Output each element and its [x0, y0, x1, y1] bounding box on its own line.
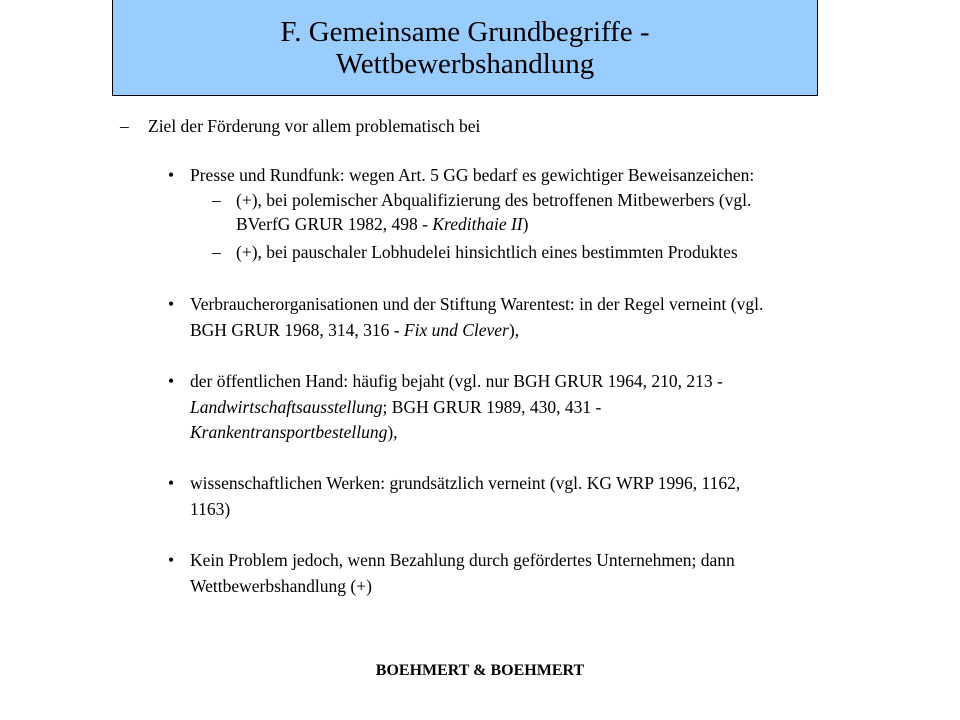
case-name: Fix und Clever	[403, 320, 509, 340]
title-line-1: F. Gemeinsame Grundbegriffe -	[280, 15, 650, 48]
citation-close: ),	[387, 422, 398, 442]
citation-text: BGH GRUR 1968, 314, 316 -	[190, 320, 404, 340]
bullet-hand-continuation-2	[190, 421, 398, 443]
case-name: Landwirtschaftsausstellung	[190, 397, 383, 417]
bullet-hand-continuation-1	[190, 396, 601, 418]
bullet-marker: •	[168, 294, 175, 314]
case-name: Kredithaie II	[432, 214, 523, 234]
bullet-verbraucher-continuation	[190, 319, 519, 341]
dash-marker: –	[212, 242, 221, 262]
bullet-marker: •	[168, 371, 175, 391]
bullet-text: Verbraucherorganisationen und der Stiftung Warentest: in der Regel verneint (vgl.	[190, 294, 764, 314]
bullet-marker: •	[168, 473, 175, 493]
case-name: Krankentransportbestellung	[190, 422, 388, 442]
subitem-text: (+), bei pauschaler Lobhudelei hinsichtlich eines bestimmten Produktes	[236, 242, 738, 262]
bullet-marker: •	[168, 550, 175, 570]
footer-firm-name: BOEHMERT & BOEHMERT	[375, 662, 585, 679]
dash-marker: –	[120, 116, 129, 136]
bullet-wissenschaft-continuation	[190, 498, 230, 520]
citation-close: )	[522, 214, 529, 234]
bullet-text: Kein Problem jedoch, wenn Bezahlung durch gefördertes Unternehmen; dann	[190, 550, 735, 570]
bullet-kein-problem-continuation	[190, 575, 372, 597]
bullet-marker: •	[168, 165, 175, 185]
intro-text: Ziel der Förderung vor allem problematisch bei	[148, 116, 481, 136]
bullet-text-continuation: Wettbewerbshandlung (+)	[190, 576, 372, 596]
subitem-polemik-continuation	[236, 213, 528, 235]
dash-marker: –	[212, 190, 221, 210]
bullet-text: wissenschaftlichen Werken: grundsätzlich verneint (vgl. KG WRP 1996, 1162,	[190, 473, 741, 493]
slide-title	[112, 0, 818, 96]
subitem-text: (+), bei polemischer Abqualifizierung des betroffenen Mitbewerbers (vgl.	[236, 190, 752, 210]
citation-text: ; BGH GRUR 1989, 430, 431 -	[382, 397, 602, 417]
bullet-text: Presse und Rundfunk: wegen Art. 5 GG bedarf es gewichtiger Beweisanzeichen:	[190, 165, 755, 185]
bullet-text: der öffentlichen Hand: häufig bejaht (vgl. nur BGH GRUR 1964, 210, 213 -	[190, 371, 723, 391]
citation-close: ),	[508, 320, 520, 340]
citation-text: 1163)	[190, 499, 231, 519]
citation-text: BVerfG GRUR 1982, 498 -	[236, 214, 433, 234]
title-line-2: Wettbewerbshandlung	[335, 47, 595, 80]
